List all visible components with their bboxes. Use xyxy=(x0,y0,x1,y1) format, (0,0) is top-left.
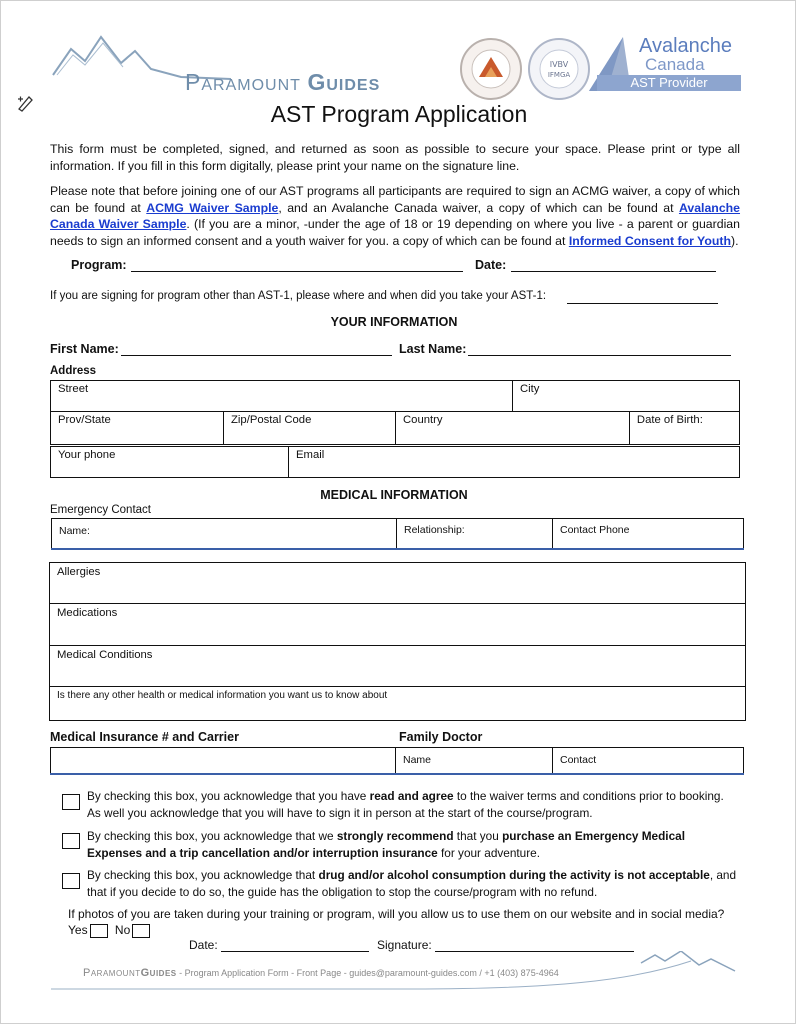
avalanche-canada-logo: Avalanche Canada xyxy=(639,35,733,74)
city-field[interactable]: City xyxy=(512,381,739,412)
conditions-field[interactable]: Medical Conditions xyxy=(50,646,746,687)
signature-label: Signature: xyxy=(377,938,432,952)
emergency-contact-table xyxy=(51,518,744,550)
waiver-paragraph: Please note that before joining one of our AST programs all participants are required to sign an ACMG waiver, a copy of which can be found at ACMG Waiver Sample, and an Avalanche Canada waiver, a copy of which can be found at Avalanche Canada Waiver Sample. (If you are a minor, -under the age of 18 or 19 depending on where you live - a parent or guardian needs to sign an informed consent and a youth waiver for you. a copy of which can be found at Informed Consent for Youth). xyxy=(50,184,741,248)
photo-question: If photos of you are taken during your training or program, will you allow us to use them on our website and in social media? xyxy=(68,907,725,921)
emergency-name-field[interactable]: Name: xyxy=(52,519,397,549)
country-field[interactable]: Country xyxy=(396,412,630,445)
alcohol-checkbox[interactable] xyxy=(62,873,80,889)
svg-text:IVBV: IVBV xyxy=(549,60,569,69)
acmg-waiver-link[interactable]: ACMG Waiver Sample xyxy=(146,200,279,215)
first-name-label: First Name: xyxy=(50,342,119,356)
last-name-label: Last Name: xyxy=(399,342,467,356)
acmg-seal-icon xyxy=(459,37,523,101)
photo-yes-checkbox[interactable] xyxy=(90,924,108,938)
allergies-field[interactable]: Allergies xyxy=(50,563,746,604)
insurance-checkbox[interactable] xyxy=(62,833,80,849)
insurance-label: Medical Insurance # and Carrier xyxy=(50,730,239,744)
phone-field[interactable]: Your phone xyxy=(51,447,289,478)
insurance-check-text: By checking this box, you acknowledge that we strongly recommend that you purchase an Emergency Medical Expenses and a trip cancellation and/or interruption insurance for your adventure. xyxy=(87,829,685,860)
program-label: Program: xyxy=(71,258,127,272)
ast-provider-badge: AST Provider xyxy=(597,75,741,91)
photo-no-checkbox[interactable] xyxy=(132,924,150,938)
intro-paragraph: This form must be completed, signed, and returned as soon as possible to secure your space. Please print or type all information. If you fill in this form digitally, please print your name on the signature line. xyxy=(50,142,740,173)
dob-field[interactable]: Date of Birth: xyxy=(629,412,739,445)
contact-table xyxy=(50,446,740,478)
doctor-contact-field[interactable]: Contact xyxy=(553,748,744,774)
prov-field[interactable]: Prov/State xyxy=(51,412,224,445)
insurance-table xyxy=(50,747,744,775)
insurance-field[interactable] xyxy=(51,748,396,774)
page-title: AST Program Application xyxy=(270,101,528,127)
footer-mountain-icon xyxy=(51,951,751,995)
other-info-field[interactable]: Is there any other health or medical information you want us to know about xyxy=(50,687,746,721)
informed-consent-link[interactable]: Informed Consent for Youth xyxy=(568,233,731,248)
ast1-field[interactable] xyxy=(567,303,718,304)
ast1-question: If you are signing for program other than AST-1, please where and when did you take your AST-1: xyxy=(50,290,547,302)
medical-table xyxy=(49,562,746,721)
last-name-field[interactable] xyxy=(468,355,731,356)
contact-phone-field[interactable]: Contact Phone xyxy=(553,519,744,549)
relationship-field[interactable]: Relationship: xyxy=(397,519,553,549)
email-field[interactable]: Email xyxy=(289,447,740,478)
waiver-checkbox[interactable] xyxy=(62,794,80,810)
ifmga-seal-icon xyxy=(527,37,591,101)
emergency-contact-label: Emergency Contact xyxy=(50,504,151,516)
medical-heading: MEDICAL INFORMATION xyxy=(320,488,468,502)
address-table xyxy=(50,380,740,445)
address-label: Address xyxy=(50,365,97,377)
medications-field[interactable]: Medications xyxy=(50,604,746,646)
doctor-name-field[interactable]: Name xyxy=(396,748,553,774)
photo-answers: Yes No xyxy=(68,923,154,938)
waiver-check-text: By checking this box, you acknowledge that you have read and agree to the waiver terms and conditions prior to booking. As well you acknowledge that you will have to sign it in person at the start of the course/program. xyxy=(87,789,724,820)
zip-field[interactable]: Zip/Postal Code xyxy=(224,412,396,445)
alcohol-check-text: By checking this box, you acknowledge that drug and/or alcohol consumption during the activity is not acceptable, and that if you decide to do so, the guide has the obligation to stop the course/program with no refund. xyxy=(87,868,737,899)
family-doctor-label: Family Doctor xyxy=(399,730,483,744)
footer-text: ParamountGuides - Program Application Form - Front Page - guides@paramount-guides.com / +1 (403) 875-4964 xyxy=(83,967,559,979)
date-field[interactable] xyxy=(511,271,716,272)
sign-date-label: Date: xyxy=(189,938,218,952)
program-field[interactable] xyxy=(131,271,463,272)
svg-text:IFMGA: IFMGA xyxy=(547,71,571,79)
avalanche-waiver-link[interactable]: Avalanche Canada Waiver Sample xyxy=(50,200,741,232)
brand-name: Paramount Guides xyxy=(185,69,381,95)
first-name-field[interactable] xyxy=(121,355,392,356)
street-field[interactable]: Street xyxy=(51,381,513,412)
your-info-heading: YOUR INFORMATION xyxy=(330,315,458,329)
date-label: Date: xyxy=(475,258,507,272)
